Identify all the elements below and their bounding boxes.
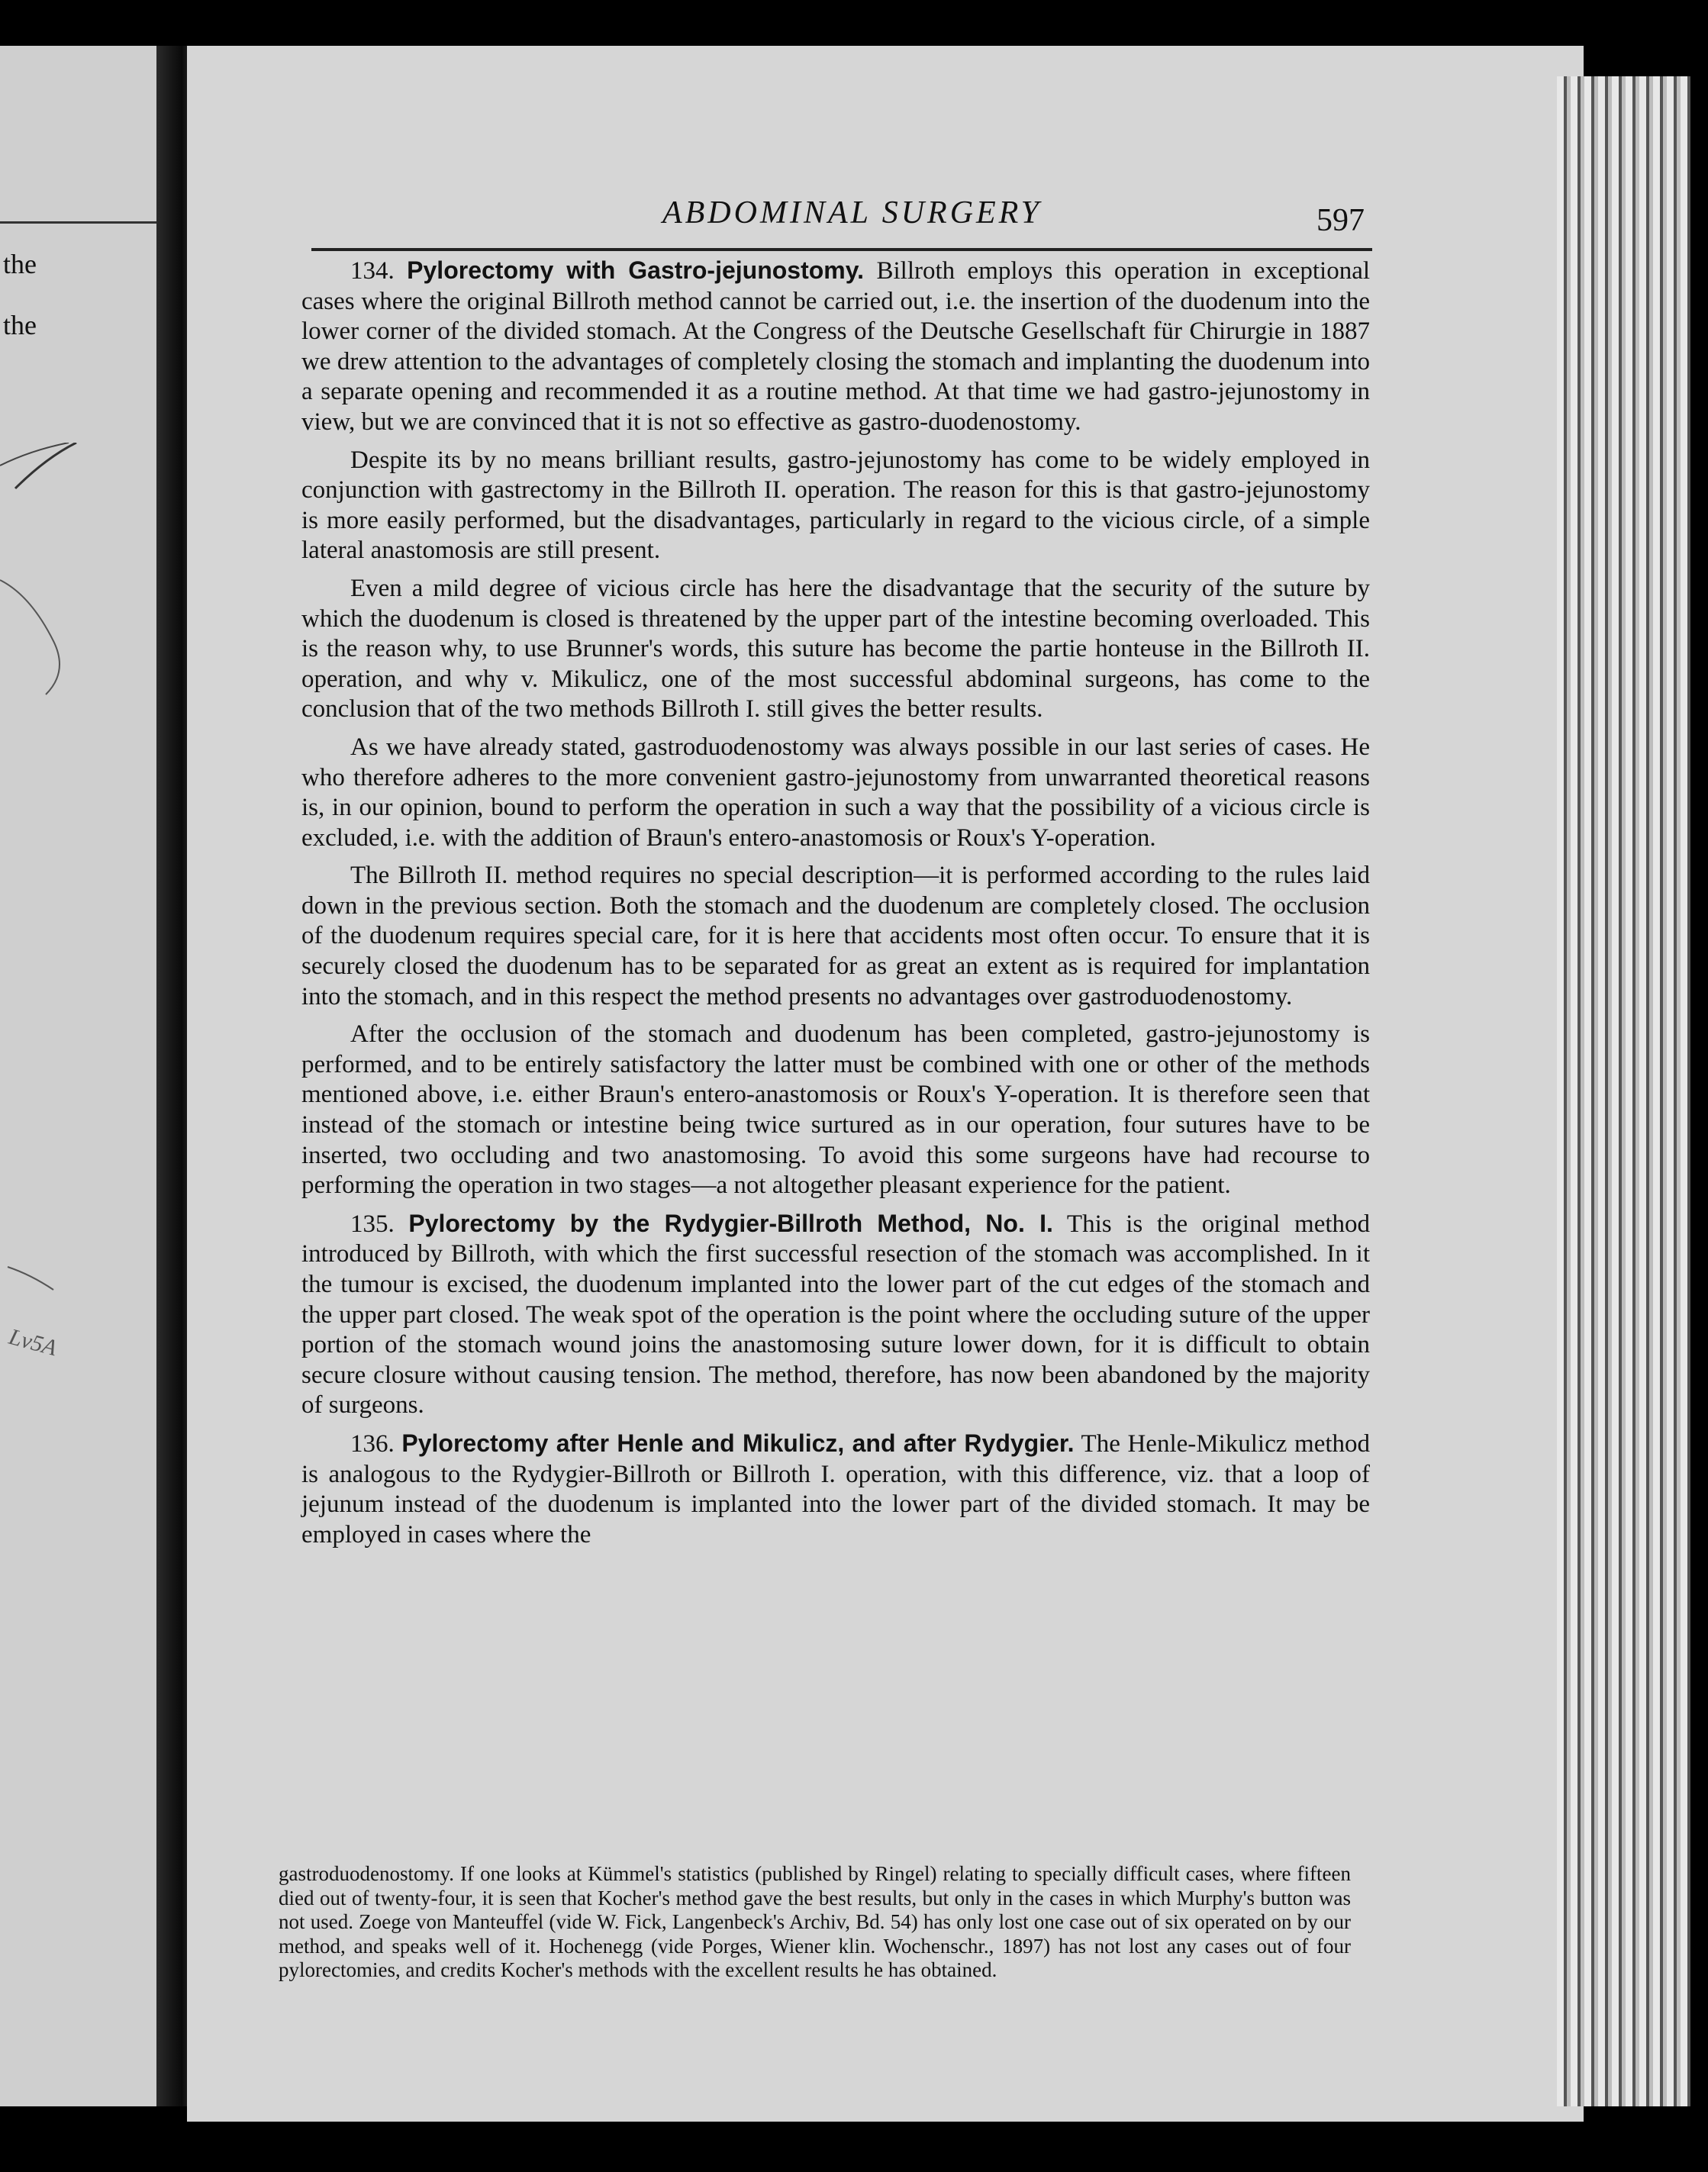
left-page-illustration-fragment — [0, 443, 153, 1511]
section-paragraph — [301, 1209, 1370, 1421]
section-paragraph — [301, 1429, 1370, 1550]
page-body — [301, 256, 1370, 1558]
paragraph-text: Billroth employs this operation in exceptional cases where the original Billroth method cannot be carried out, i.e. the insertion of the duodenum into the lower corner of the divided stomach. At the Congress of the Deutsche Gesellschaft für Chirurgie in 1887 we drew attention to the advantages of completely closing the stomach and implanting the duodenum into a separate opening and recommended it as a routine method. At that time we had gastro-jejunostomy in view, but we are convinced that it is not so effective as gastro-duodenostomy. — [301, 257, 1371, 436]
paragraph: As we have already stated, gastroduodenostomy was always possible in our last series of cases. He who therefore adheres to the more convenient gastro-jejunostomy from unwarranted theoretical reasons is, in our opinion, bound to perform the operation in such a way that the possibility of a vicious circle is excluded, i.e. with the addition of Braun's entero-anastomosis or Roux's Y-operation. — [301, 733, 1370, 852]
section-title: Pylorectomy by the Rydygier-Billroth Method, No. I. — [408, 1209, 1053, 1237]
section-number: 136. — [350, 1429, 395, 1458]
header-rule — [311, 248, 1372, 251]
paragraph: After the occlusion of the stomach and duodenum has been completed, gastro-jejunostomy is performed, and to be entirely satisfactory the latter must be combined with one or other of the methods mentioned above, i.e. either Braun's entero-anastomosis or Roux's Y-operation. It is therefore seen that instead of the stomach or intestine being twice surtured as in our operation, four sutures have to be inserted, two occluding and two anastomosing. To avoid this some surgeons have had recourse to performing the operation in two stages—a not altogether pleasant experience for the patient. — [301, 1020, 1370, 1200]
section-title: Pylorectomy with Gastro-jejunostomy. — [407, 256, 865, 284]
paragraph-text: This is the original method introduced by Billroth, with which the first successful resection of the stomach was accomplished. In it the tumour is excised, the duodenum implanted into the lower part of the cut edges of the stomach and the upper part closed. The weak spot of the operation is the point where the occluding suture of the upper portion of the stomach wound joins the anastomosing suture lower down, for it is difficult to obtain secure closure without causing tension. The method, therefore, has now been abandoned by the majority of surgeons. — [301, 1210, 1371, 1420]
section-number: 135. — [350, 1210, 395, 1238]
footnote — [279, 1862, 1351, 1983]
left-page-text-fragment: the — [3, 249, 37, 279]
paragraph-text: The Henle-Mikulicz method is analogous to the Rydygier-Billroth or Billroth I. operation, with this difference, viz. that a loop of jejunum instead of the duodenum is implanted into the lower part of the divided stomach. It may be employed in cases where the — [301, 1429, 1371, 1548]
footnote-text: gastroduodenostomy. If one looks at Kümmel's statistics (published by Ringel) relating to specially difficult cases, where fifteen died out of twenty-four, it is seen that Kocher's method gave the best results, but only in the cases in which Murphy's button was not used. Zoege von Manteuffel (vide W. Fick, Langenbeck's Archiv, Bd. 54) has only lost one case out of six operated on by our method, and speaks well of it. Hochenegg (vide Porges, Wiener klin. Wochenschr., 1897) has not lost any cases out of four pylorectomies, and credits Kocher's methods with the excellent results he has obtained. — [279, 1862, 1351, 1982]
left-page-handwriting: Lv5A — [6, 1323, 60, 1362]
paragraph: Despite its by no means brilliant results, gastro-jejunostomy has come to be widely employed in conjunction with gastrectomy in the Billroth II. operation. The reason for this is that gastro-jejunostomy is more easily performed, but the disadvantages, particularly in regard to the vicious circle, of a simple lateral anastomosis are still present. — [301, 446, 1370, 565]
page-header — [311, 195, 1380, 240]
left-page-rule — [0, 221, 160, 224]
section-paragraph — [301, 256, 1370, 438]
page-number: 597 — [1316, 203, 1365, 238]
paragraph: Even a mild degree of vicious circle has here the disadvantage that the security of the suture by which the duodenum is closed is threatened by the upper part of the intestine becoming overloaded. This is the reason why, to use Brunner's words, this suture has become the partie honteuse in the Billroth II. operation, and why v. Mikulicz, one of the most successful abdominal surgeons, has come to the conclusion that of the two methods Billroth I. still gives the better results. — [301, 574, 1370, 723]
section-title: Pylorectomy after Henle and Mikulicz, and after Rydygier. — [401, 1429, 1075, 1457]
left-page-fragment — [0, 46, 160, 2106]
page-edges — [1557, 76, 1690, 2106]
section-number: 134. — [350, 257, 395, 285]
running-head: ABDOMINAL SURGERY — [662, 195, 1042, 230]
left-page-text-fragment: the — [3, 310, 37, 340]
paragraph: The Billroth II. method requires no special description—it is performed according to the rules laid down in the previous section. Both the stomach and the duodenum are completely closed. The occlusion of the duodenum requires special care, for it is here that accidents most often occur. To ensure that it is securely closed the duodenum has to be separated for as great an extent as is required for implantation into the stomach, and in this respect the method presents no advantages over gastroduodenostomy. — [301, 862, 1370, 1010]
